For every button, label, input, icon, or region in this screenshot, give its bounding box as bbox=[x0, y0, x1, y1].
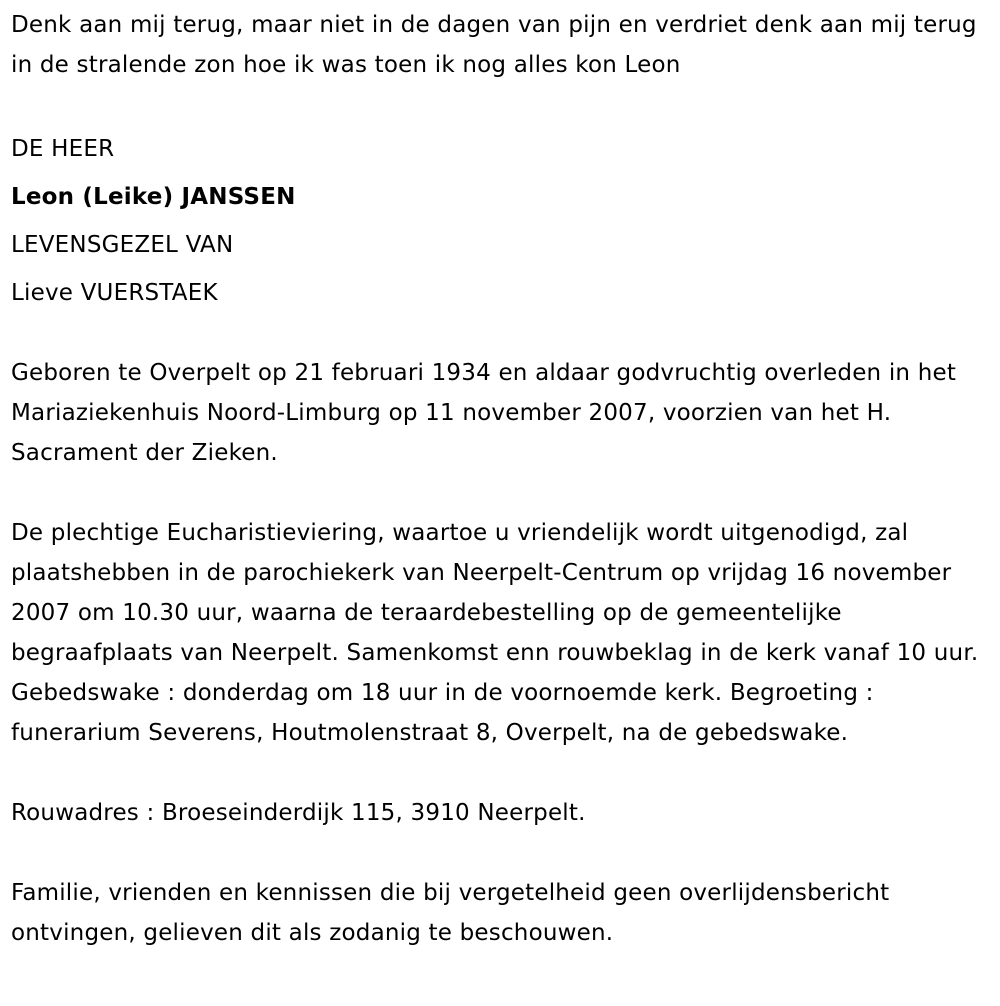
relation-label: LEVENSGEZEL VAN bbox=[11, 232, 234, 258]
honorific-title: DE HEER bbox=[11, 136, 115, 162]
spacer bbox=[11, 85, 996, 125]
spacer bbox=[11, 317, 996, 353]
deceased-name: Leon (Leike) JANSSEN bbox=[11, 184, 296, 210]
opening-quote: Denk aan mij terug, maar niet in de dagen van pijn en verdriet denk aan mij terug in de stralende zon hoe ik was toen ik nog alles kon Leon bbox=[11, 12, 977, 78]
partner-name: Lieve VUERSTAEK bbox=[11, 280, 218, 306]
name-block bbox=[11, 125, 996, 317]
spacer bbox=[11, 833, 996, 873]
obituary-notice bbox=[11, 0, 996, 953]
spacer bbox=[11, 753, 996, 793]
spacer bbox=[11, 473, 996, 513]
closing-note: Familie, vrienden en kennissen die bij vergetelheid geen overlijdensbericht ontvingen, gelieven dit als zodanig te beschouwen. bbox=[11, 880, 890, 946]
ceremony-paragraph: De plechtige Eucharistieviering, waartoe u vriendelijk wordt uitgenodigd, zal plaatshebben in de parochiekerk van Neerpelt-Centrum op vrijdag 16 november 2007 om 10.30 uur, waarna de teraardebestelling op de gemeentelijke begraafplaats van Neerpelt. Samenkomst enn rouwbeklag in de kerk vanaf 10 uur. Gebedswake : donderdag om 18 uur in de voornoemde kerk. Begroeting : funerarium Severens, Houtmolenstraat 8, Overpelt, na de gebedswake. bbox=[11, 520, 979, 746]
mourning-address: Rouwadres : Broeseinderdijk 115, 3910 Neerpelt. bbox=[11, 800, 586, 826]
birth-death-paragraph: Geboren te Overpelt op 21 februari 1934 en aldaar godvruchtig overleden in het Mariaziekenhuis Noord-Limburg op 11 november 2007, voorzien van het H. Sacrament der Zieken. bbox=[11, 360, 957, 466]
